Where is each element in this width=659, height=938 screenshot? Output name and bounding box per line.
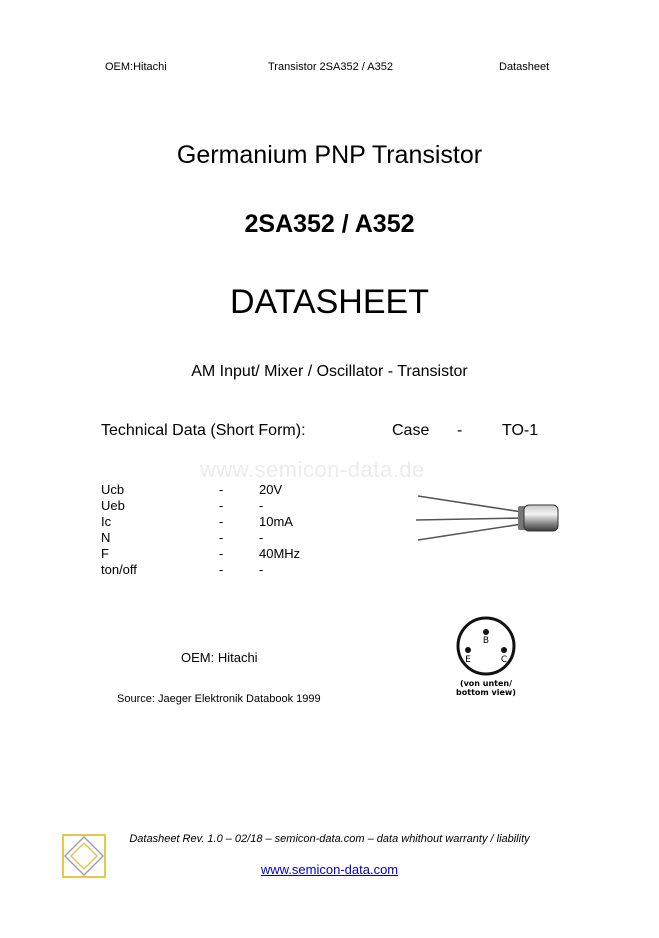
- title-datasheet: DATASHEET: [230, 283, 429, 321]
- param-dash: -: [219, 514, 224, 529]
- param-name: Ueb: [101, 498, 125, 513]
- param-dash: -: [219, 498, 224, 513]
- tech-data-label: Technical Data (Short Form):: [101, 422, 306, 439]
- param-value: 20V: [259, 482, 283, 497]
- param-value: 10mA: [259, 514, 293, 529]
- pin-b-label: B: [482, 636, 490, 646]
- param-value: -: [259, 562, 264, 577]
- case-value: TO-1: [502, 422, 539, 439]
- pin-e-label: E: [465, 655, 471, 665]
- pin-c-label: C: [500, 655, 508, 665]
- header-oem: OEM:Hitachi: [105, 61, 167, 73]
- header-doc-type: Datasheet: [499, 61, 550, 73]
- oem-label: OEM: Hitachi: [181, 650, 258, 665]
- footer-revision: Datasheet Rev. 1.0 – 02/18 – semicon-data.com – data whithout warranty / liability: [129, 833, 530, 845]
- param-value: 40MHz: [259, 546, 301, 561]
- case-label: Case: [392, 422, 430, 439]
- title-device-type: Germanium PNP Transistor: [176, 141, 483, 169]
- param-value: -: [259, 498, 264, 513]
- transistor-image: [412, 490, 564, 546]
- param-name: Ic: [101, 514, 112, 529]
- param-dash: -: [219, 482, 224, 497]
- param-name: Ucb: [101, 482, 125, 497]
- pinout-caption-2: bottom view): [456, 688, 516, 697]
- subtitle-application: AM Input/ Mixer / Oscillator - Transistor: [191, 363, 468, 380]
- param-dash: -: [219, 562, 224, 577]
- title-part-number: 2SA352 / A352: [244, 210, 415, 238]
- param-name: N: [101, 530, 111, 545]
- param-dash: -: [219, 546, 224, 561]
- param-value: -: [259, 530, 264, 545]
- pinout-diagram: [448, 612, 524, 698]
- header-title: Transistor 2SA352 / A352: [268, 61, 393, 73]
- pinout-caption-1: (von unten/: [459, 679, 513, 688]
- param-name: F: [101, 546, 109, 561]
- watermark: www.semicon-data.de: [200, 457, 425, 482]
- param-name: ton/off: [101, 562, 137, 577]
- source-note: Source: Jaeger Elektronik Databook 1999: [117, 693, 321, 705]
- param-dash: -: [219, 530, 224, 545]
- case-dash: -: [457, 422, 463, 439]
- footer-link[interactable]: www.semicon-data.com: [260, 862, 399, 877]
